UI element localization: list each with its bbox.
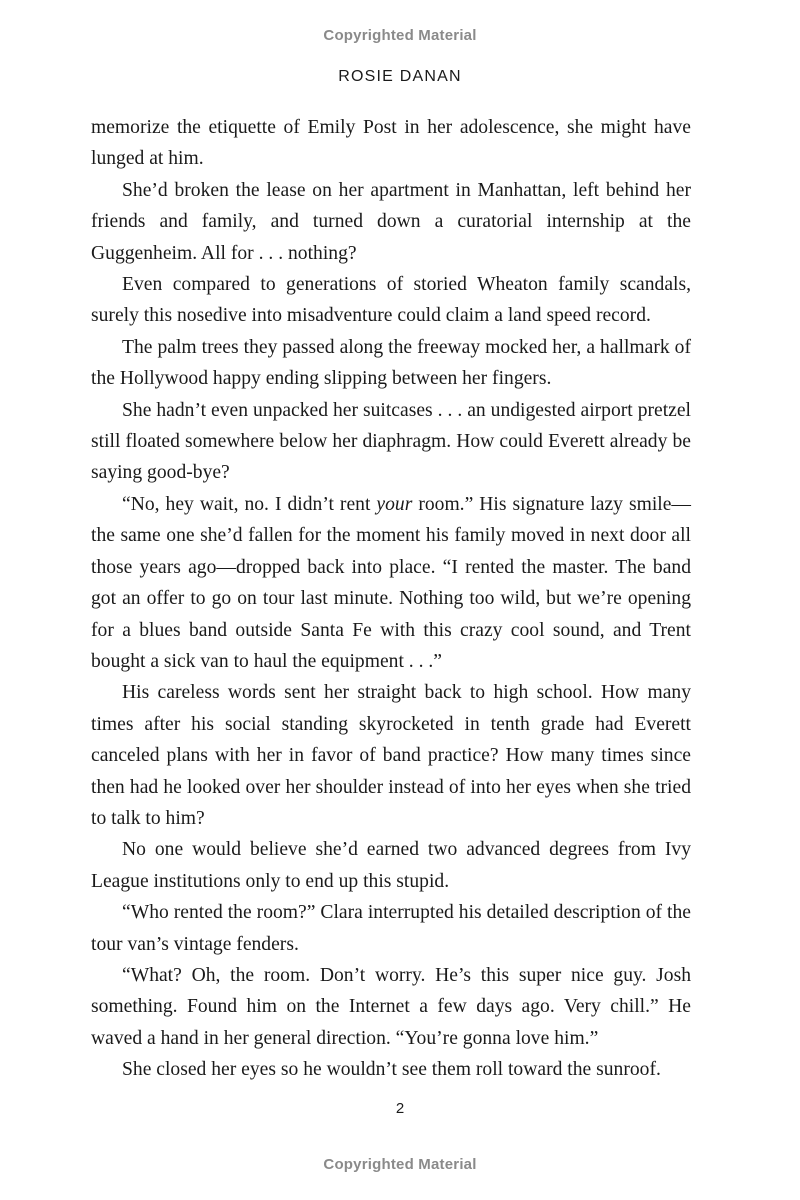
paragraph-continued: memorize the etiquette of Emily Post in her adolescence, she might have lunged at him. xyxy=(91,117,691,170)
paragraph-segment: room.” His signature lazy smile—the same one she’d fallen for the moment his family moved in next door all those years ago—dropped back into place. “I rented the master. The band got an offer to go on tour last minute. Nothing too wild, but we’re opening for a blues band outside Santa Fe with this crazy cool sound, and Trent bought a sick van to haul the equipment . . .” xyxy=(91,493,692,672)
running-head-author: ROSIE DANAN xyxy=(338,68,462,85)
paragraph-dialogue xyxy=(91,489,691,677)
paragraph: “Who rented the room?” Clara interrupted his detailed description of the tour van’s vintage fenders. xyxy=(91,902,691,955)
paragraph: “What? Oh, the room. Don’t worry. He’s this super nice guy. Josh something. Found him on the Internet a few days ago. Very chill.” He waved a hand in her general direction. “You’re gonna love him.” xyxy=(91,964,691,1049)
paragraph: His careless words sent her straight back to high school. How many times after his social standing skyrocketed in tenth grade had Everett canceled plans with her in favor of band practice? How many times since then had he looked over her shoulder instead of into her eyes when she tried to talk to him? xyxy=(91,682,691,829)
paragraph: She hadn’t even unpacked her suitcases . . . an undigested airport pretzel still floated somewhere below her diaphragm. How could Everett already be saying good-bye? xyxy=(91,399,691,484)
paragraph-segment: “No, hey wait, no. I didn’t rent xyxy=(122,493,377,515)
paragraph: She closed her eyes so he wouldn’t see them roll toward the sunroof. xyxy=(122,1059,661,1081)
paragraph: Even compared to generations of storied Wheaton family scandals, surely this nosedive into misadventure could claim a land speed record. xyxy=(91,274,691,327)
body-text xyxy=(91,112,691,1086)
copyright-watermark-bottom: Copyrighted Material xyxy=(323,1156,477,1173)
copyright-watermark-top: Copyrighted Material xyxy=(323,27,477,44)
paragraph: No one would believe she’d earned two advanced degrees from Ivy League institutions only to end up this stupid. xyxy=(91,839,691,892)
page-number: 2 xyxy=(395,1100,405,1117)
italic-emphasis: your xyxy=(376,493,413,515)
paragraph: She’d broken the lease on her apartment in Manhattan, left behind her friends and family, and turned down a curatorial internship at the Guggenheim. All for . . . nothing? xyxy=(91,179,691,264)
paragraph: The palm trees they passed along the freeway mocked her, a hallmark of the Hollywood happy ending slipping between her fingers. xyxy=(91,336,691,390)
